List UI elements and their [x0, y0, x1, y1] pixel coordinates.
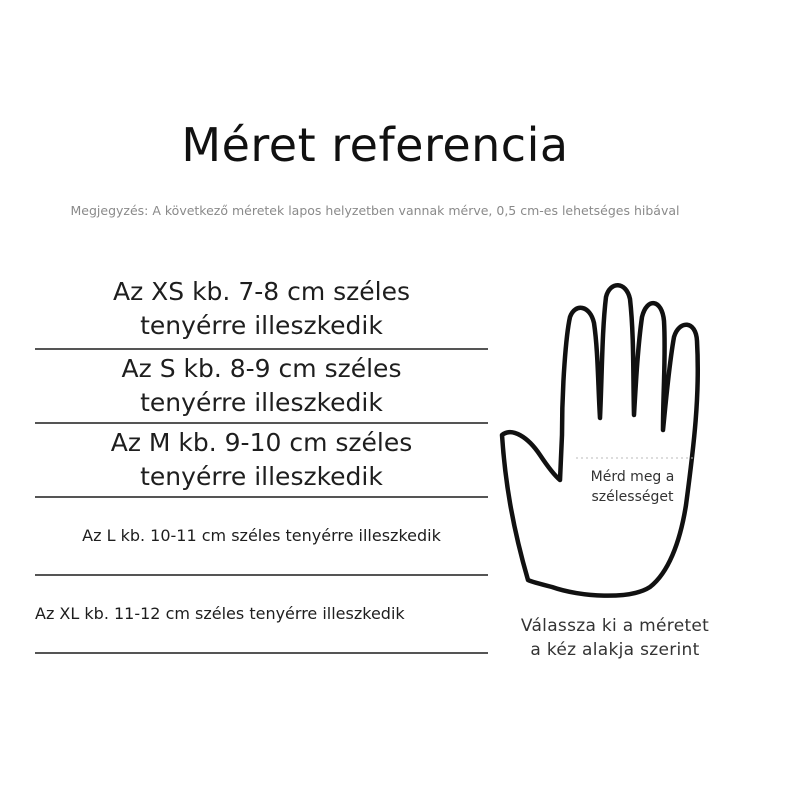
size-row-s-line2: tenyérre illeszkedik [140, 387, 383, 417]
size-row-s-line1: Az S kb. 8-9 cm széles [121, 353, 402, 383]
size-row-s [35, 349, 488, 424]
instruction-line1: Válassza ki a méretet [520, 616, 710, 636]
size-row-xs-line1: Az XS kb. 7-8 cm széles [112, 277, 411, 306]
size-row-xs-line2: tenyérre illeszkedik [140, 311, 383, 340]
measure-width-label [575, 467, 690, 507]
measure-label-line1: Mérd meg a [590, 469, 675, 485]
page-title: Méret referencia [181, 118, 569, 172]
size-row-m-line1: Az M kb. 9-10 cm széles [110, 427, 413, 457]
instruction-line2: a kéz alakja szerint [530, 640, 700, 660]
measure-label-line2: szélességet [591, 489, 674, 505]
size-instruction [505, 614, 725, 662]
size-row-m-line2: tenyérre illeszkedik [140, 461, 383, 491]
size-row-l [35, 498, 488, 576]
size-row-m [35, 423, 488, 498]
size-row-xl [35, 576, 488, 654]
hand-outline-icon [490, 275, 710, 605]
size-row-l-text: Az L kb. 10-11 cm széles tenyérre illeszkedik [82, 526, 441, 545]
size-row-xl-text: Az XL kb. 11-12 cm széles tenyérre illeszkedik [35, 604, 405, 623]
measurement-note: Megjegyzés: A következő méretek lapos helyzetben vannak mérve, 0,5 cm-es lehetséges hibával [70, 203, 680, 218]
size-row-xs [35, 270, 488, 350]
